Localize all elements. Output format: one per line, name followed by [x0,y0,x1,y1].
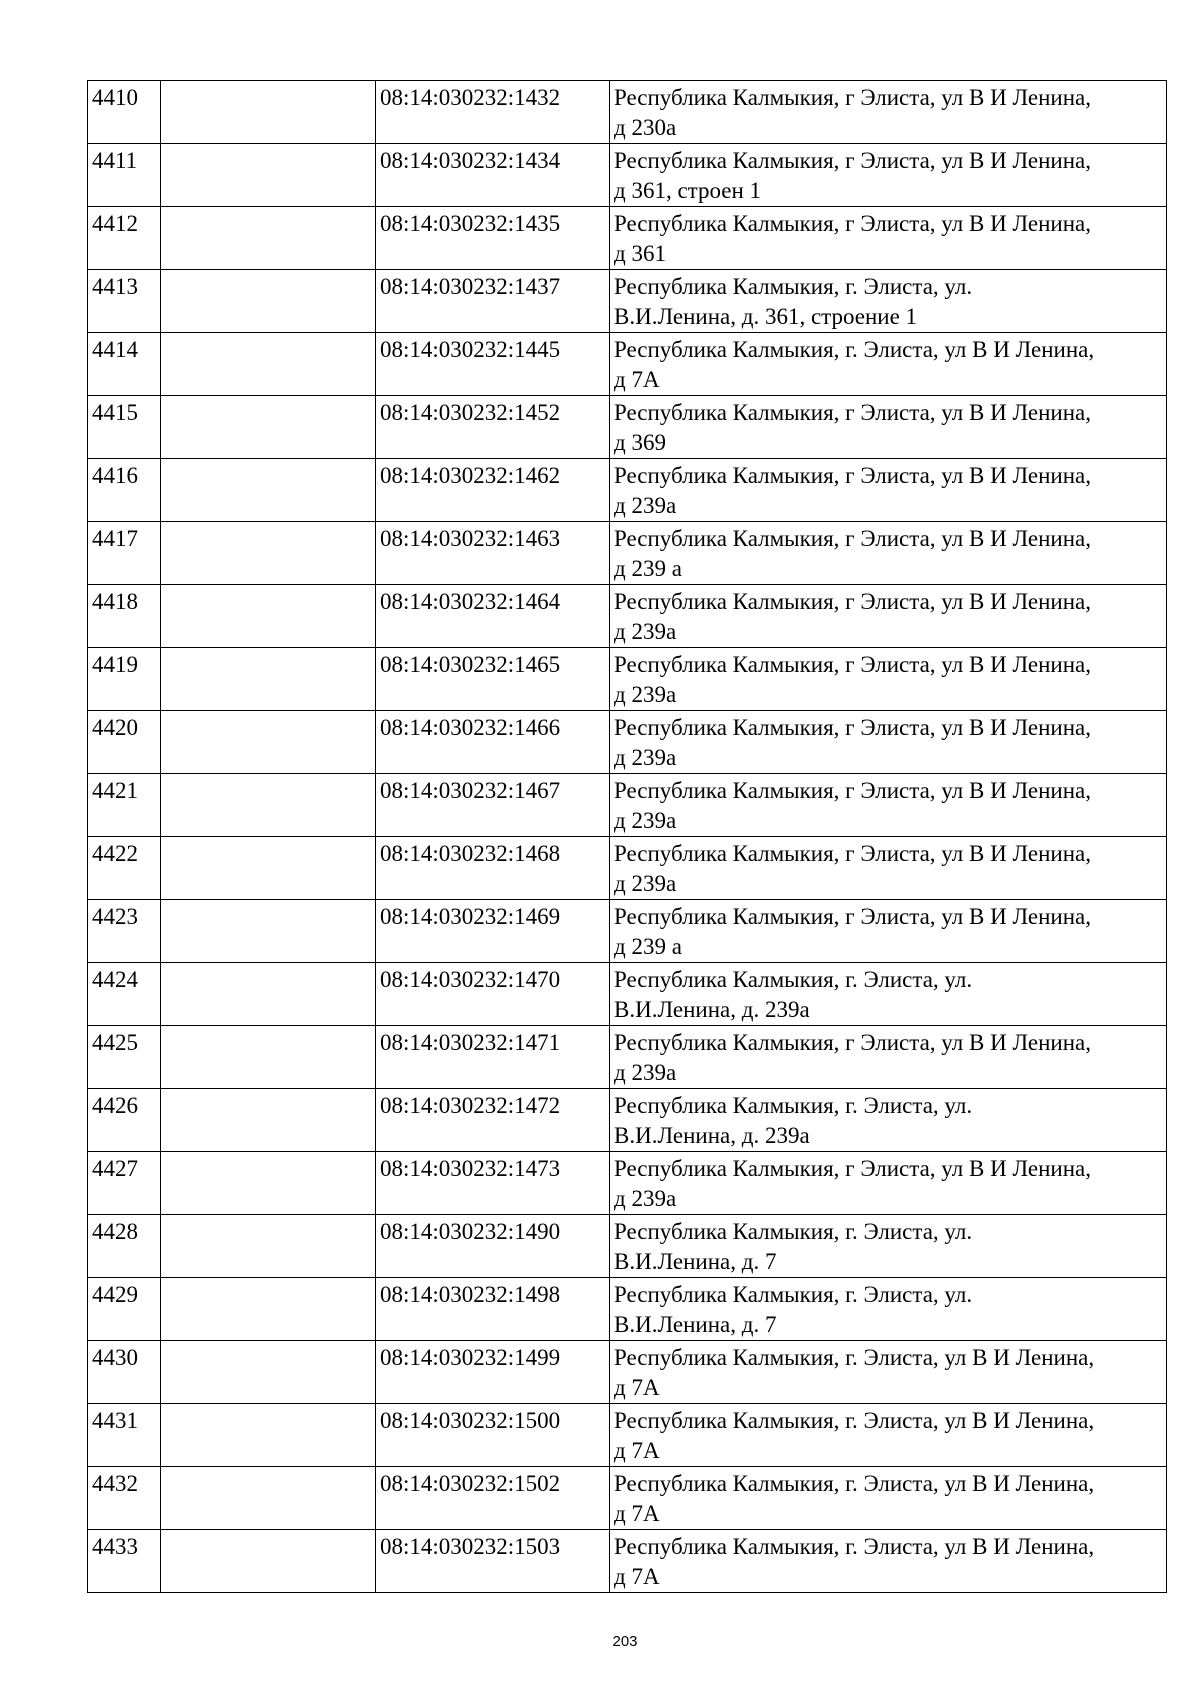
address-cell [610,1341,1167,1404]
cadastral-number-cell: 08:14:030232:1432 [376,81,610,144]
row-number-cell: 4433 [88,1530,161,1593]
row-number-cell: 4417 [88,522,161,585]
address-cell [610,1089,1167,1152]
table-row [88,144,1167,207]
cadastral-number-cell: 08:14:030232:1469 [376,900,610,963]
address-line-2: д 7А [614,1375,660,1400]
cadastral-number-cell: 08:14:030232:1472 [376,1089,610,1152]
address-line-1: Республика Калмыкия, г. Элиста, ул В И Ленина, [614,337,1095,362]
address-cell [610,81,1167,144]
address-cell [610,396,1167,459]
table-row [88,522,1167,585]
address-cell [610,1026,1167,1089]
owner-cell [161,522,376,585]
cadastral-number-cell: 08:14:030232:1467 [376,774,610,837]
address-cell [610,1404,1167,1467]
cadastral-number-cell: 08:14:030232:1470 [376,963,610,1026]
cadastral-number-cell: 08:14:030232:1490 [376,1215,610,1278]
address-line-2: В.И.Ленина, д. 361, строение 1 [614,304,918,329]
cadastral-number-cell: 08:14:030232:1445 [376,333,610,396]
table-row [88,333,1167,396]
table-row [88,1215,1167,1278]
address-cell [610,711,1167,774]
row-number-cell: 4414 [88,333,161,396]
address-cell [610,333,1167,396]
cadastral-number-cell: 08:14:030232:1471 [376,1026,610,1089]
row-number-cell: 4422 [88,837,161,900]
address-line-1: Республика Калмыкия, г. Элиста, ул. [614,1282,973,1307]
address-cell [610,207,1167,270]
cadastral-number-cell: 08:14:030232:1452 [376,396,610,459]
cadastral-number-cell: 08:14:030232:1499 [376,1341,610,1404]
property-register-table [87,80,1167,1593]
owner-cell [161,1089,376,1152]
address-line-1: Республика Калмыкия, г Элиста, ул В И Ленина, [614,652,1091,677]
row-number-cell: 4430 [88,1341,161,1404]
address-cell [610,522,1167,585]
row-number-cell: 4418 [88,585,161,648]
address-line-2: д 239 а [614,556,682,581]
table-row [88,1152,1167,1215]
table-row [88,1530,1167,1593]
cadastral-number-cell: 08:14:030232:1473 [376,1152,610,1215]
owner-cell [161,1152,376,1215]
owner-cell [161,1026,376,1089]
cadastral-number-cell: 08:14:030232:1500 [376,1404,610,1467]
row-number-cell: 4427 [88,1152,161,1215]
owner-cell [161,585,376,648]
row-number-cell: 4429 [88,1278,161,1341]
cadastral-number-cell: 08:14:030232:1498 [376,1278,610,1341]
address-line-2: д 7А [614,367,660,392]
address-line-1: Республика Калмыкия, г Элиста, ул В И Ленина, [614,463,1091,488]
cadastral-number-cell: 08:14:030232:1465 [376,648,610,711]
table-row [88,396,1167,459]
address-line-1: Республика Калмыкия, г Элиста, ул В И Ленина, [614,589,1091,614]
address-line-1: Республика Калмыкия, г Элиста, ул В И Ленина, [614,904,1091,929]
address-line-1: Республика Калмыкия, г. Элиста, ул. [614,967,973,992]
row-number-cell: 4419 [88,648,161,711]
address-line-1: Республика Калмыкия, г Элиста, ул В И Ленина, [614,1156,1091,1181]
cadastral-number-cell: 08:14:030232:1464 [376,585,610,648]
owner-cell [161,1215,376,1278]
owner-cell [161,270,376,333]
table-row [88,81,1167,144]
owner-cell [161,333,376,396]
address-cell [610,585,1167,648]
address-cell [610,1530,1167,1593]
address-line-2: д 239а [614,808,677,833]
row-number-cell: 4425 [88,1026,161,1089]
table-row [88,459,1167,522]
address-cell [610,144,1167,207]
address-line-1: Республика Калмыкия, г Элиста, ул В И Ленина, [614,841,1091,866]
row-number-cell: 4420 [88,711,161,774]
address-cell [610,270,1167,333]
table-row [88,837,1167,900]
table-row [88,1467,1167,1530]
address-cell [610,1467,1167,1530]
row-number-cell: 4413 [88,270,161,333]
address-cell [610,1215,1167,1278]
table-row [88,1341,1167,1404]
address-line-2: д 7А [614,1564,660,1589]
owner-cell [161,459,376,522]
address-line-1: Республика Калмыкия, г Элиста, ул В И Ленина, [614,526,1091,551]
address-line-1: Республика Калмыкия, г Элиста, ул В И Ленина, [614,211,1091,236]
owner-cell [161,648,376,711]
address-line-2: д 361 [614,241,666,266]
owner-cell [161,1278,376,1341]
address-line-1: Республика Калмыкия, г Элиста, ул В И Ленина, [614,400,1091,425]
address-line-2: д 239а [614,871,677,896]
address-cell [610,963,1167,1026]
address-cell [610,774,1167,837]
row-number-cell: 4410 [88,81,161,144]
address-cell [610,837,1167,900]
row-number-cell: 4415 [88,396,161,459]
table-row [88,207,1167,270]
address-line-1: Республика Калмыкия, г. Элиста, ул В И Ленина, [614,1471,1095,1496]
address-line-1: Республика Калмыкия, г. Элиста, ул. [614,1219,973,1244]
address-line-2: д 230а [614,115,677,140]
table-row [88,270,1167,333]
owner-cell [161,900,376,963]
row-number-cell: 4432 [88,1467,161,1530]
owner-cell [161,396,376,459]
table-row [88,900,1167,963]
table-row [88,1026,1167,1089]
address-line-2: В.И.Ленина, д. 7 [614,1249,777,1274]
owner-cell [161,1530,376,1593]
row-number-cell: 4424 [88,963,161,1026]
owner-cell [161,837,376,900]
owner-cell [161,1404,376,1467]
row-number-cell: 4421 [88,774,161,837]
row-number-cell: 4426 [88,1089,161,1152]
owner-cell [161,963,376,1026]
address-cell [610,1152,1167,1215]
address-line-1: Республика Калмыкия, г. Элиста, ул В И Ленина, [614,1534,1095,1559]
address-line-1: Республика Калмыкия, г Элиста, ул В И Ленина, [614,715,1091,740]
cadastral-number-cell: 08:14:030232:1437 [376,270,610,333]
cadastral-number-cell: 08:14:030232:1503 [376,1530,610,1593]
row-number-cell: 4428 [88,1215,161,1278]
table-row [88,774,1167,837]
address-line-2: д 369 [614,430,666,455]
table-row [88,1089,1167,1152]
address-line-1: Республика Калмыкия, г. Элиста, ул. [614,1093,973,1118]
address-line-2: В.И.Ленина, д. 239а [614,997,810,1022]
row-number-cell: 4416 [88,459,161,522]
owner-cell [161,1467,376,1530]
cadastral-number-cell: 08:14:030232:1468 [376,837,610,900]
owner-cell [161,81,376,144]
row-number-cell: 4431 [88,1404,161,1467]
address-line-2: д 7А [614,1438,660,1463]
address-line-1: Республика Калмыкия, г. Элиста, ул. [614,274,973,299]
page-number: 203 [612,1633,638,1650]
address-line-2: д 361, строен 1 [614,178,762,203]
address-line-1: Республика Калмыкия, г. Элиста, ул В И Ленина, [614,1345,1095,1370]
address-line-1: Республика Калмыкия, г Элиста, ул В И Ленина, [614,1030,1091,1055]
cadastral-number-cell: 08:14:030232:1462 [376,459,610,522]
address-line-2: д 239а [614,1186,677,1211]
row-number-cell: 4412 [88,207,161,270]
address-cell [610,1278,1167,1341]
table-row [88,585,1167,648]
address-line-2: д 239а [614,619,677,644]
owner-cell [161,207,376,270]
cadastral-number-cell: 08:14:030232:1466 [376,711,610,774]
address-line-2: В.И.Ленина, д. 7 [614,1312,777,1337]
address-line-2: д 239 а [614,934,682,959]
address-cell [610,900,1167,963]
address-line-1: Республика Калмыкия, г. Элиста, ул В И Ленина, [614,1408,1095,1433]
table-row [88,711,1167,774]
address-line-1: Республика Калмыкия, г Элиста, ул В И Ленина, [614,148,1091,173]
cadastral-number-cell: 08:14:030232:1435 [376,207,610,270]
cadastral-number-cell: 08:14:030232:1502 [376,1467,610,1530]
address-line-2: д 239а [614,1060,677,1085]
table-row [88,1278,1167,1341]
cadastral-number-cell: 08:14:030232:1434 [376,144,610,207]
address-line-2: д 239а [614,493,677,518]
owner-cell [161,144,376,207]
address-cell [610,459,1167,522]
cadastral-number-cell: 08:14:030232:1463 [376,522,610,585]
row-number-cell: 4411 [88,144,161,207]
table-row [88,963,1167,1026]
table-row [88,648,1167,711]
register-table-body [88,81,1167,1593]
owner-cell [161,1341,376,1404]
owner-cell [161,711,376,774]
row-number-cell: 4423 [88,900,161,963]
address-line-1: Республика Калмыкия, г Элиста, ул В И Ленина, [614,778,1091,803]
address-line-2: В.И.Ленина, д. 239а [614,1123,810,1148]
table-row [88,1404,1167,1467]
address-line-2: д 7А [614,1501,660,1526]
address-line-2: д 239а [614,682,677,707]
owner-cell [161,774,376,837]
address-line-2: д 239а [614,745,677,770]
address-cell [610,648,1167,711]
address-line-1: Республика Калмыкия, г Элиста, ул В И Ленина, [614,85,1091,110]
